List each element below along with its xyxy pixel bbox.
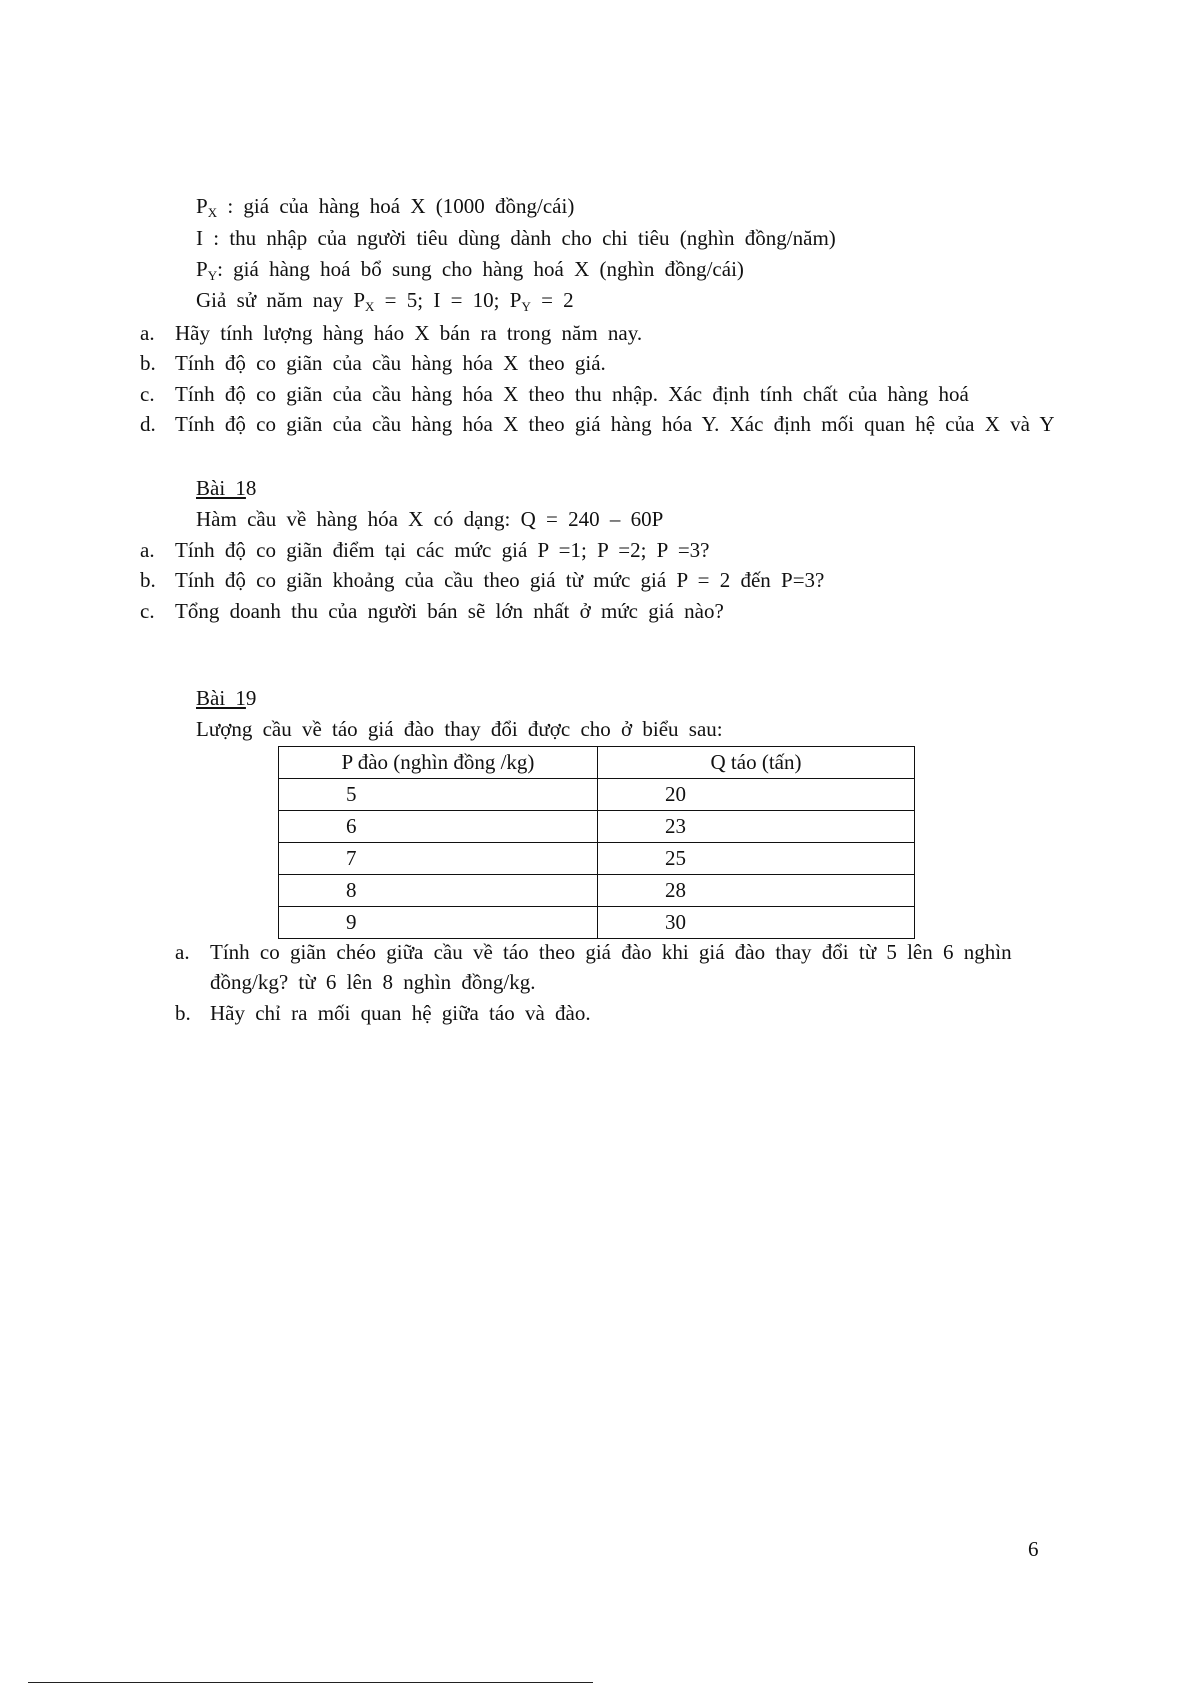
table-row xyxy=(279,843,915,875)
table-row xyxy=(279,811,915,843)
bai18-title: Bài 18 xyxy=(196,476,257,500)
table-header-row xyxy=(279,747,915,779)
table-cell: 6 xyxy=(346,814,357,838)
table-cell: 9 xyxy=(346,910,357,934)
bai19-intro: Lượng cầu về táo giá đào thay đổi được cho ở biểu sau: xyxy=(196,717,723,741)
table-cell: 28 xyxy=(665,878,686,902)
table-cell: 30 xyxy=(665,910,686,934)
table-row xyxy=(279,779,915,811)
header-p-dao: P đào (nghìn đồng /kg) xyxy=(279,747,598,779)
table-cell: 20 xyxy=(665,782,686,806)
demand-table xyxy=(278,746,915,939)
header-q-tao: Q táo (tấn) xyxy=(598,747,915,779)
income-definition: I : thu nhập của người tiêu dùng dành cho chi tiêu (nghìn đồng/năm) xyxy=(196,226,836,250)
table-row xyxy=(279,875,915,907)
py-definition: PY: giá hàng hoá bổ sung cho hàng hoá X (nghìn đồng/cái) xyxy=(196,257,744,283)
table-cell: 7 xyxy=(346,846,357,870)
table-cell: 8 xyxy=(346,878,357,902)
px-definition: PX : giá của hàng hoá X (1000 đồng/cái) xyxy=(196,194,575,220)
footer-rule xyxy=(28,1682,593,1683)
table-row xyxy=(279,907,915,939)
assumption-line: Giả sử năm nay PX = 5; I = 10; PY = 2 xyxy=(196,288,574,314)
page-number: 6 xyxy=(1028,1537,1039,1561)
table-cell: 23 xyxy=(665,814,686,838)
bai18-equation: Hàm cầu về hàng hóa X có dạng: Q = 240 – 60P xyxy=(196,507,664,531)
table-cell: 25 xyxy=(665,846,686,870)
bai19-title: Bài 19 xyxy=(196,686,257,710)
table-cell: 5 xyxy=(346,782,357,806)
